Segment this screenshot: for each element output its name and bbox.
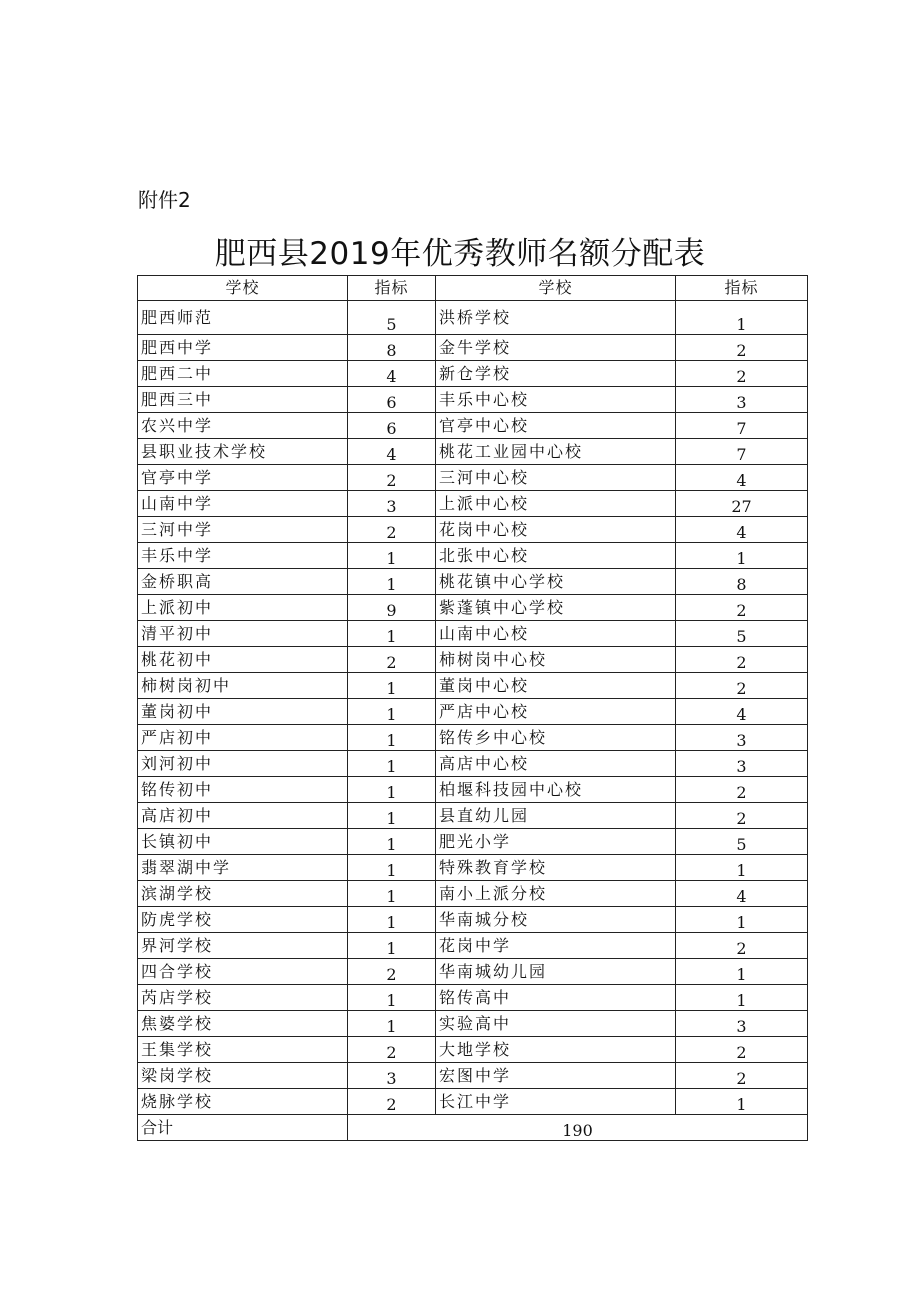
- quota-left-cell: 9: [348, 595, 436, 621]
- quota-left-cell: 1: [348, 673, 436, 699]
- school-left-cell: 县职业技术学校: [138, 439, 348, 465]
- table-row: [138, 985, 808, 1011]
- quota-right-cell: 2: [676, 933, 808, 959]
- school-right-cell: 长江中学: [436, 1089, 676, 1115]
- quota-left-cell: 2: [348, 1037, 436, 1063]
- school-left-cell: 肥西师范: [138, 301, 348, 335]
- school-right-cell: 董岗中心校: [436, 673, 676, 699]
- school-right-cell: 柿树岗中心校: [436, 647, 676, 673]
- table-row: [138, 569, 808, 595]
- quota-right-cell: 2: [676, 1063, 808, 1089]
- quota-right-cell: 3: [676, 387, 808, 413]
- quota-left-cell: 1: [348, 933, 436, 959]
- table-row: [138, 301, 808, 335]
- school-right-cell: 华南城幼儿园: [436, 959, 676, 985]
- table-row: [138, 621, 808, 647]
- quota-left-cell: 6: [348, 387, 436, 413]
- header-school-left: 学校: [138, 276, 348, 301]
- school-left-cell: 烧脉学校: [138, 1089, 348, 1115]
- quota-left-cell: 1: [348, 751, 436, 777]
- quota-right-cell: 2: [676, 595, 808, 621]
- header-quota-right: 指标: [676, 276, 808, 301]
- school-right-cell: 金牛学校: [436, 335, 676, 361]
- school-left-cell: 肥西二中: [138, 361, 348, 387]
- quota-right-cell: 27: [676, 491, 808, 517]
- quota-left-cell: 3: [348, 1063, 436, 1089]
- total-value: 190: [348, 1115, 808, 1141]
- header-quota-left: 指标: [348, 276, 436, 301]
- school-left-cell: 严店初中: [138, 725, 348, 751]
- quota-left-cell: 1: [348, 803, 436, 829]
- school-right-cell: 大地学校: [436, 1037, 676, 1063]
- quota-left-cell: 1: [348, 1011, 436, 1037]
- quota-right-cell: 2: [676, 777, 808, 803]
- school-left-cell: 王集学校: [138, 1037, 348, 1063]
- quota-left-cell: 2: [348, 959, 436, 985]
- attachment-label: 附件2: [138, 188, 191, 212]
- table-row: [138, 491, 808, 517]
- school-left-cell: 芮店学校: [138, 985, 348, 1011]
- quota-right-cell: 1: [676, 985, 808, 1011]
- school-left-cell: 清平初中: [138, 621, 348, 647]
- quota-right-cell: 3: [676, 751, 808, 777]
- table-row: [138, 751, 808, 777]
- school-left-cell: 柿树岗初中: [138, 673, 348, 699]
- school-right-cell: 宏图中学: [436, 1063, 676, 1089]
- quota-right-cell: 1: [676, 855, 808, 881]
- table-row: [138, 335, 808, 361]
- school-left-cell: 铭传初中: [138, 777, 348, 803]
- table-row: [138, 1011, 808, 1037]
- quota-left-cell: 1: [348, 777, 436, 803]
- school-left-cell: 滨湖学校: [138, 881, 348, 907]
- table-row: [138, 673, 808, 699]
- school-right-cell: 高店中心校: [436, 751, 676, 777]
- quota-allocation-table: [137, 275, 808, 1141]
- school-right-cell: 丰乐中心校: [436, 387, 676, 413]
- quota-right-cell: 7: [676, 439, 808, 465]
- school-right-cell: 县直幼儿园: [436, 803, 676, 829]
- table-row: [138, 959, 808, 985]
- table-row: [138, 1037, 808, 1063]
- school-left-cell: 防虎学校: [138, 907, 348, 933]
- quota-right-cell: 2: [676, 1037, 808, 1063]
- school-left-cell: 丰乐中学: [138, 543, 348, 569]
- quota-right-cell: 8: [676, 569, 808, 595]
- quota-left-cell: 6: [348, 413, 436, 439]
- school-left-cell: 董岗初中: [138, 699, 348, 725]
- school-left-cell: 高店初中: [138, 803, 348, 829]
- school-right-cell: 三河中心校: [436, 465, 676, 491]
- quota-left-cell: 1: [348, 699, 436, 725]
- school-left-cell: 上派初中: [138, 595, 348, 621]
- table-row: [138, 543, 808, 569]
- table-row: [138, 439, 808, 465]
- school-left-cell: 刘河初中: [138, 751, 348, 777]
- quota-left-cell: 1: [348, 829, 436, 855]
- school-right-cell: 花岗中学: [436, 933, 676, 959]
- school-left-cell: 农兴中学: [138, 413, 348, 439]
- school-left-cell: 翡翠湖中学: [138, 855, 348, 881]
- school-right-cell: 实验高中: [436, 1011, 676, 1037]
- school-right-cell: 华南城分校: [436, 907, 676, 933]
- quota-right-cell: 4: [676, 517, 808, 543]
- school-left-cell: 界河学校: [138, 933, 348, 959]
- table-header-row: [138, 276, 808, 301]
- table-row: [138, 517, 808, 543]
- school-right-cell: 桃花镇中心学校: [436, 569, 676, 595]
- school-right-cell: 山南中心校: [436, 621, 676, 647]
- table-row: [138, 413, 808, 439]
- school-right-cell: 严店中心校: [436, 699, 676, 725]
- table-row: [138, 387, 808, 413]
- quota-left-cell: 1: [348, 907, 436, 933]
- table-row: [138, 907, 808, 933]
- quota-left-cell: 1: [348, 881, 436, 907]
- quota-right-cell: 2: [676, 335, 808, 361]
- total-label: 合计: [138, 1115, 348, 1141]
- school-left-cell: 长镇初中: [138, 829, 348, 855]
- school-right-cell: 新仓学校: [436, 361, 676, 387]
- total-row: [138, 1115, 808, 1141]
- quota-right-cell: 1: [676, 301, 808, 335]
- quota-right-cell: 1: [676, 1089, 808, 1115]
- quota-right-cell: 3: [676, 1011, 808, 1037]
- quota-left-cell: 4: [348, 361, 436, 387]
- quota-right-cell: 4: [676, 699, 808, 725]
- school-left-cell: 梁岗学校: [138, 1063, 348, 1089]
- table-row: [138, 725, 808, 751]
- quota-right-cell: 2: [676, 647, 808, 673]
- school-right-cell: 南小上派分校: [436, 881, 676, 907]
- quota-right-cell: 2: [676, 361, 808, 387]
- quota-left-cell: 2: [348, 517, 436, 543]
- quota-right-cell: 4: [676, 465, 808, 491]
- quota-left-cell: 1: [348, 569, 436, 595]
- table-row: [138, 777, 808, 803]
- quota-left-cell: 2: [348, 647, 436, 673]
- school-left-cell: 焦婆学校: [138, 1011, 348, 1037]
- school-right-cell: 北张中心校: [436, 543, 676, 569]
- school-left-cell: 金桥职高: [138, 569, 348, 595]
- quota-left-cell: 8: [348, 335, 436, 361]
- quota-left-cell: 2: [348, 465, 436, 491]
- table-row: [138, 855, 808, 881]
- quota-right-cell: 5: [676, 621, 808, 647]
- table-row: [138, 1063, 808, 1089]
- school-right-cell: 特殊教育学校: [436, 855, 676, 881]
- table-row: [138, 933, 808, 959]
- quota-left-cell: 1: [348, 621, 436, 647]
- table-row: [138, 1089, 808, 1115]
- school-right-cell: 官亭中心校: [436, 413, 676, 439]
- school-left-cell: 桃花初中: [138, 647, 348, 673]
- school-left-cell: 肥西三中: [138, 387, 348, 413]
- quota-right-cell: 2: [676, 673, 808, 699]
- table-row: [138, 881, 808, 907]
- quota-left-cell: 1: [348, 543, 436, 569]
- table-row: [138, 829, 808, 855]
- quota-right-cell: 1: [676, 959, 808, 985]
- school-right-cell: 铭传高中: [436, 985, 676, 1011]
- school-left-cell: 三河中学: [138, 517, 348, 543]
- table-row: [138, 803, 808, 829]
- quota-right-cell: 1: [676, 543, 808, 569]
- quota-right-cell: 4: [676, 881, 808, 907]
- school-right-cell: 花岗中心校: [436, 517, 676, 543]
- quota-right-cell: 7: [676, 413, 808, 439]
- quota-left-cell: 1: [348, 985, 436, 1011]
- quota-left-cell: 3: [348, 491, 436, 517]
- quota-right-cell: 5: [676, 829, 808, 855]
- header-school-right: 学校: [436, 276, 676, 301]
- school-right-cell: 洪桥学校: [436, 301, 676, 335]
- quota-left-cell: 1: [348, 855, 436, 881]
- school-right-cell: 上派中心校: [436, 491, 676, 517]
- table-row: [138, 595, 808, 621]
- school-right-cell: 柏堰科技园中心校: [436, 777, 676, 803]
- quota-left-cell: 1: [348, 725, 436, 751]
- school-right-cell: 肥光小学: [436, 829, 676, 855]
- table-row: [138, 465, 808, 491]
- quota-right-cell: 3: [676, 725, 808, 751]
- quota-left-cell: 5: [348, 301, 436, 335]
- page-title: 肥西县2019年优秀教师名额分配表: [214, 236, 706, 272]
- school-right-cell: 紫蓬镇中心学校: [436, 595, 676, 621]
- table-row: [138, 647, 808, 673]
- quota-left-cell: 4: [348, 439, 436, 465]
- table-row: [138, 361, 808, 387]
- table-body: [138, 301, 808, 1115]
- quota-left-cell: 2: [348, 1089, 436, 1115]
- quota-right-cell: 1: [676, 907, 808, 933]
- table-row: [138, 699, 808, 725]
- quota-right-cell: 2: [676, 803, 808, 829]
- school-left-cell: 四合学校: [138, 959, 348, 985]
- school-right-cell: 铭传乡中心校: [436, 725, 676, 751]
- school-right-cell: 桃花工业园中心校: [436, 439, 676, 465]
- school-left-cell: 山南中学: [138, 491, 348, 517]
- school-left-cell: 肥西中学: [138, 335, 348, 361]
- school-left-cell: 官亭中学: [138, 465, 348, 491]
